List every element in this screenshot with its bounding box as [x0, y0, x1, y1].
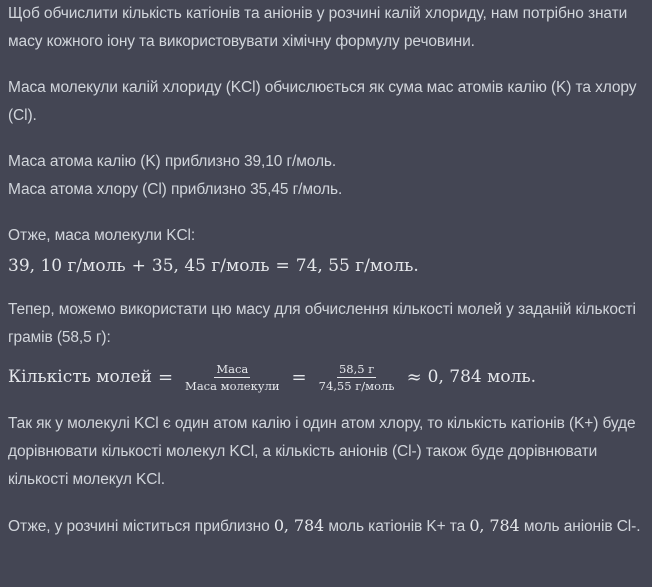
- paragraph-molecular-mass: Маса молекули калій хлориду (KCl) обчислюється як сума мас атомів калію (K) та хлору (Cl).: [8, 79, 637, 124]
- eq1-plus: +: [131, 256, 146, 276]
- fraction-mass-over-molecular-mass: [183, 362, 282, 393]
- eq1-equals: =: [275, 256, 290, 276]
- equation-moles: [8, 352, 644, 402]
- conclusion-text-3: моль аніонів Cl-.: [519, 518, 641, 535]
- eq2-lhs: Кількість молей: [8, 367, 152, 387]
- eq2-equals: =: [157, 366, 174, 388]
- paragraph-potassium-mass: Маса атома калію (K) приблизно 39,10 г/моль.: [8, 153, 337, 170]
- paragraph-chlorine-mass: Маса атома хлору (Cl) приблизно 35,45 г/моль.: [8, 181, 343, 198]
- eq2-equals-2: =: [291, 366, 307, 388]
- fraction2-numerator: 58,5 г: [338, 361, 375, 376]
- paragraph-ions-reasoning: Так як у молекулі KCl є один атом калію і один атом хлору, то кількість катіонів (K+) буде дорівнювати кількості молекул KCl, а кількість аніонів (Cl-) також буде дорівнювати кількості молекул KCl.: [8, 415, 636, 488]
- conclusion-math-1: 0, 784: [273, 516, 325, 535]
- eq1-term-b: 35, 45 г/моль: [151, 256, 270, 276]
- fraction2-denominator: 74,55 г/моль: [318, 378, 395, 393]
- conclusion-text-1: Отже, у розчині міститься приблизно: [8, 518, 274, 535]
- paragraph-conclusion: [8, 512, 644, 541]
- eq2-result: 0, 784 моль.: [427, 367, 537, 387]
- paragraph-kcl-mass-label: Отже, маса молекули KCl:: [8, 227, 196, 244]
- paragraph-moles-intro: Тепер, можемо використати цю масу для обчислення кількості молей у заданій кількості грамів (58,5 г):: [8, 301, 636, 346]
- fraction-numeric: [317, 362, 397, 393]
- fraction1-numerator: Маса: [216, 361, 249, 376]
- conclusion-text-2: моль катіонів K+ та: [324, 518, 470, 535]
- paragraph-intro: Щоб обчислити кількість катіонів та аніонів у розчині калій хлориду, нам потрібно знати масу кожного іону та використовувати хімічну формулу речовини.: [8, 5, 628, 50]
- eq1-term-a: 39, 10 г/моль: [8, 256, 126, 276]
- equation-kcl-mass: [8, 250, 644, 282]
- eq1-result: 74, 55 г/моль.: [295, 256, 419, 276]
- conclusion-math-2: 0, 784: [469, 516, 520, 535]
- eq2-approx: ≈: [406, 366, 422, 388]
- fraction1-denominator: Маса молекули: [185, 378, 280, 393]
